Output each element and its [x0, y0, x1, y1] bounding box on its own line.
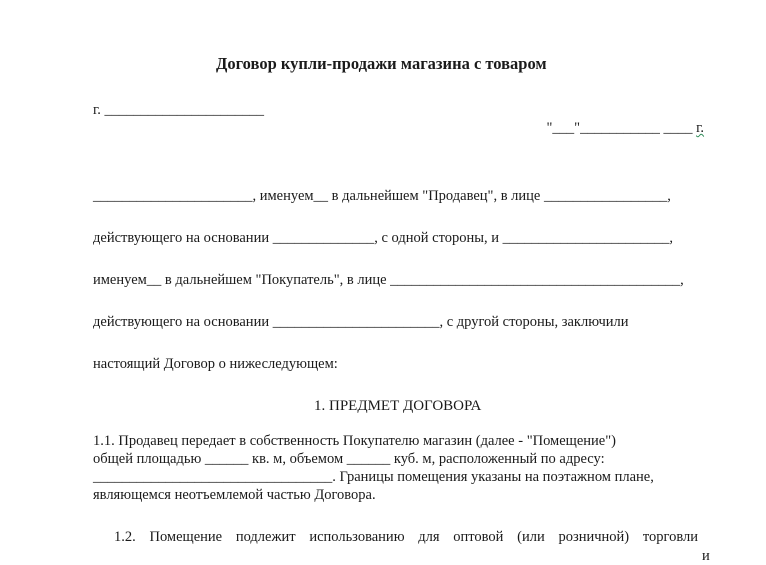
clause-1-1-line-2: общей площадью ______ кв. м, объемом ______ куб. м, расположенный по адресу: — [93, 451, 605, 467]
preamble-line-4: действующего на основании _______________________, с другой стороны, заключили — [93, 314, 629, 330]
clause-1-1-line-1: 1.1. Продавец передает в собственность Покупателю магазин (далее - "Помещение") — [93, 433, 616, 449]
preamble-line-3: именуем__ в дальнейшем "Покупатель", в лице ________________________________________, — [93, 272, 684, 288]
year-suffix: г. — [696, 120, 705, 136]
date-blanks: "___"___________ ____ — [546, 120, 697, 136]
preamble-line-5: настоящий Договор о нижеследующем: — [93, 356, 338, 372]
section-1-heading: 1. ПРЕДМЕТ ДОГОВОРА — [314, 398, 482, 414]
date-line — [532, 101, 704, 155]
clause-1-2: 1.2. Помещение подлежит использованию для оптовой (или розничной) торговли — [114, 529, 698, 545]
document-title: Договор купли-продажи магазина с товаром — [216, 54, 547, 73]
preamble-line-1: ______________________, именуем__ в дальнейшем "Продавец", в лице _________________, — [93, 188, 671, 204]
clause-1-1-line-4: являющемся неотъемлемой частью Договора. — [93, 487, 376, 503]
clause-1-2-continuation: и — [702, 548, 710, 564]
preamble-line-2: действующего на основании ______________, с одной стороны, и _______________________, — [93, 230, 673, 246]
city-line: г. ______________________ — [93, 102, 265, 118]
clause-1-1-line-3: _________________________________. Границы помещения указаны на поэтажном плане, — [93, 469, 654, 485]
